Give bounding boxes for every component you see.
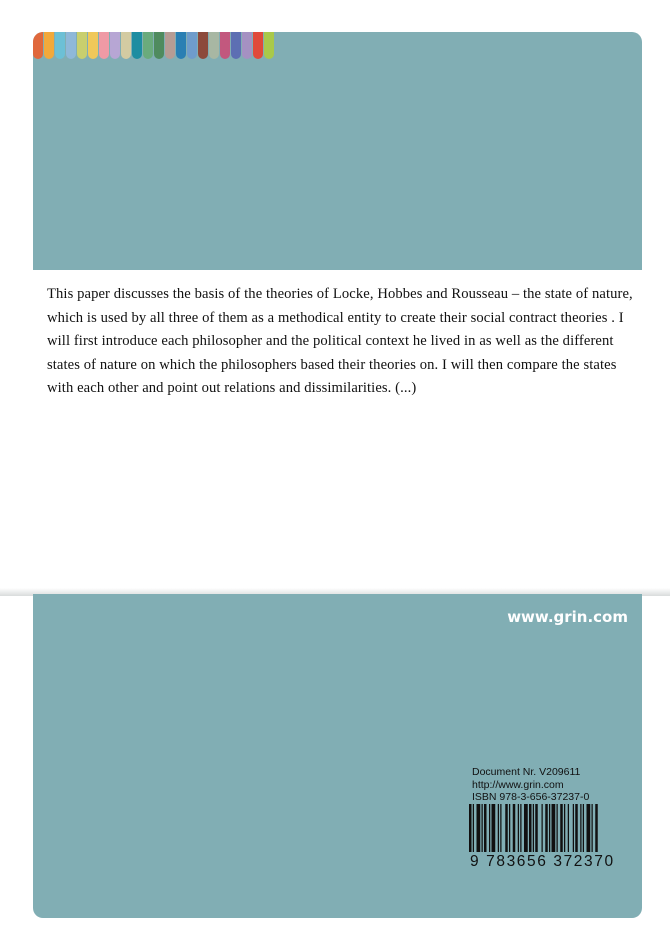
barcode-bar — [469, 804, 472, 852]
isbn-barcode — [469, 804, 629, 854]
barcode-bar — [477, 804, 481, 852]
barcode-bar — [498, 804, 499, 852]
color-tab — [231, 32, 241, 59]
barcode-bar — [520, 804, 521, 852]
barcode-bar — [509, 804, 510, 852]
barcode-bar — [560, 804, 563, 852]
color-tab — [176, 32, 186, 59]
back-cover-blurb: This paper discusses the basis of the theories of Locke, Hobbes and Rousseau – the state of nature, which is used by all three of them as a methodical entity to create their social contract theories . I will first introduce each philosopher and the political context he lived in as well as the different states of nature on which the philosophers based their theories on. I will then compare the states with each other and point out relations and dissimilarities. (...) — [47, 286, 633, 397]
barcode-bar — [564, 804, 565, 852]
color-tab — [253, 32, 263, 59]
barcode-bar — [573, 804, 574, 852]
barcode-bar — [505, 804, 508, 852]
barcode-bar — [518, 804, 519, 852]
color-tab — [88, 32, 98, 59]
barcode-bar — [524, 804, 528, 852]
barcode-bar — [552, 804, 556, 852]
barcode-bar — [587, 804, 591, 852]
barcode-bar — [583, 804, 584, 852]
color-tab — [55, 32, 65, 59]
barcode-bar — [580, 804, 581, 852]
color-tab — [242, 32, 252, 59]
color-tab — [154, 32, 164, 59]
color-tab — [143, 32, 153, 59]
color-tab — [187, 32, 197, 59]
color-tab — [165, 32, 175, 59]
color-tab — [198, 32, 208, 59]
barcode-bar — [533, 804, 534, 852]
barcode-bar — [557, 804, 558, 852]
barcode-bar — [568, 804, 569, 852]
barcode-bar — [492, 804, 496, 852]
barcode-bar — [482, 804, 483, 852]
color-tab — [33, 32, 43, 59]
color-tab — [77, 32, 87, 59]
top-cover-panel — [33, 32, 642, 270]
color-strip — [33, 32, 275, 59]
barcode-bar — [529, 804, 532, 852]
document-info — [472, 766, 589, 804]
color-tab — [121, 32, 131, 59]
color-tab — [66, 32, 76, 59]
document-number: Document Nr. V209611 — [472, 766, 581, 778]
isbn: ISBN 978-3-656-37237-0 — [472, 791, 590, 803]
barcode-bar — [592, 804, 593, 852]
color-tab — [110, 32, 120, 59]
bottom-cover-panel — [33, 594, 642, 918]
barcode-bar — [489, 804, 490, 852]
barcode-digits: 9 783656 372370 — [470, 853, 615, 870]
color-tab — [44, 32, 54, 59]
barcode-bar — [484, 804, 487, 852]
barcode-bar — [549, 804, 550, 852]
publisher-website: www.grin.com — [507, 608, 628, 626]
barcode-bar — [575, 804, 578, 852]
barcode-bar — [535, 804, 538, 852]
document-url: http://www.grin.com — [472, 778, 564, 791]
color-tab — [99, 32, 109, 59]
color-tab — [132, 32, 142, 59]
color-tab — [209, 32, 219, 59]
color-tab — [220, 32, 230, 59]
barcode-bar — [545, 804, 548, 852]
barcode-bar — [473, 804, 474, 852]
barcode-bar — [595, 804, 598, 852]
barcode-bar — [500, 804, 501, 852]
color-tab — [264, 32, 274, 59]
barcode-bar — [542, 804, 543, 852]
barcode-bar — [513, 804, 516, 852]
